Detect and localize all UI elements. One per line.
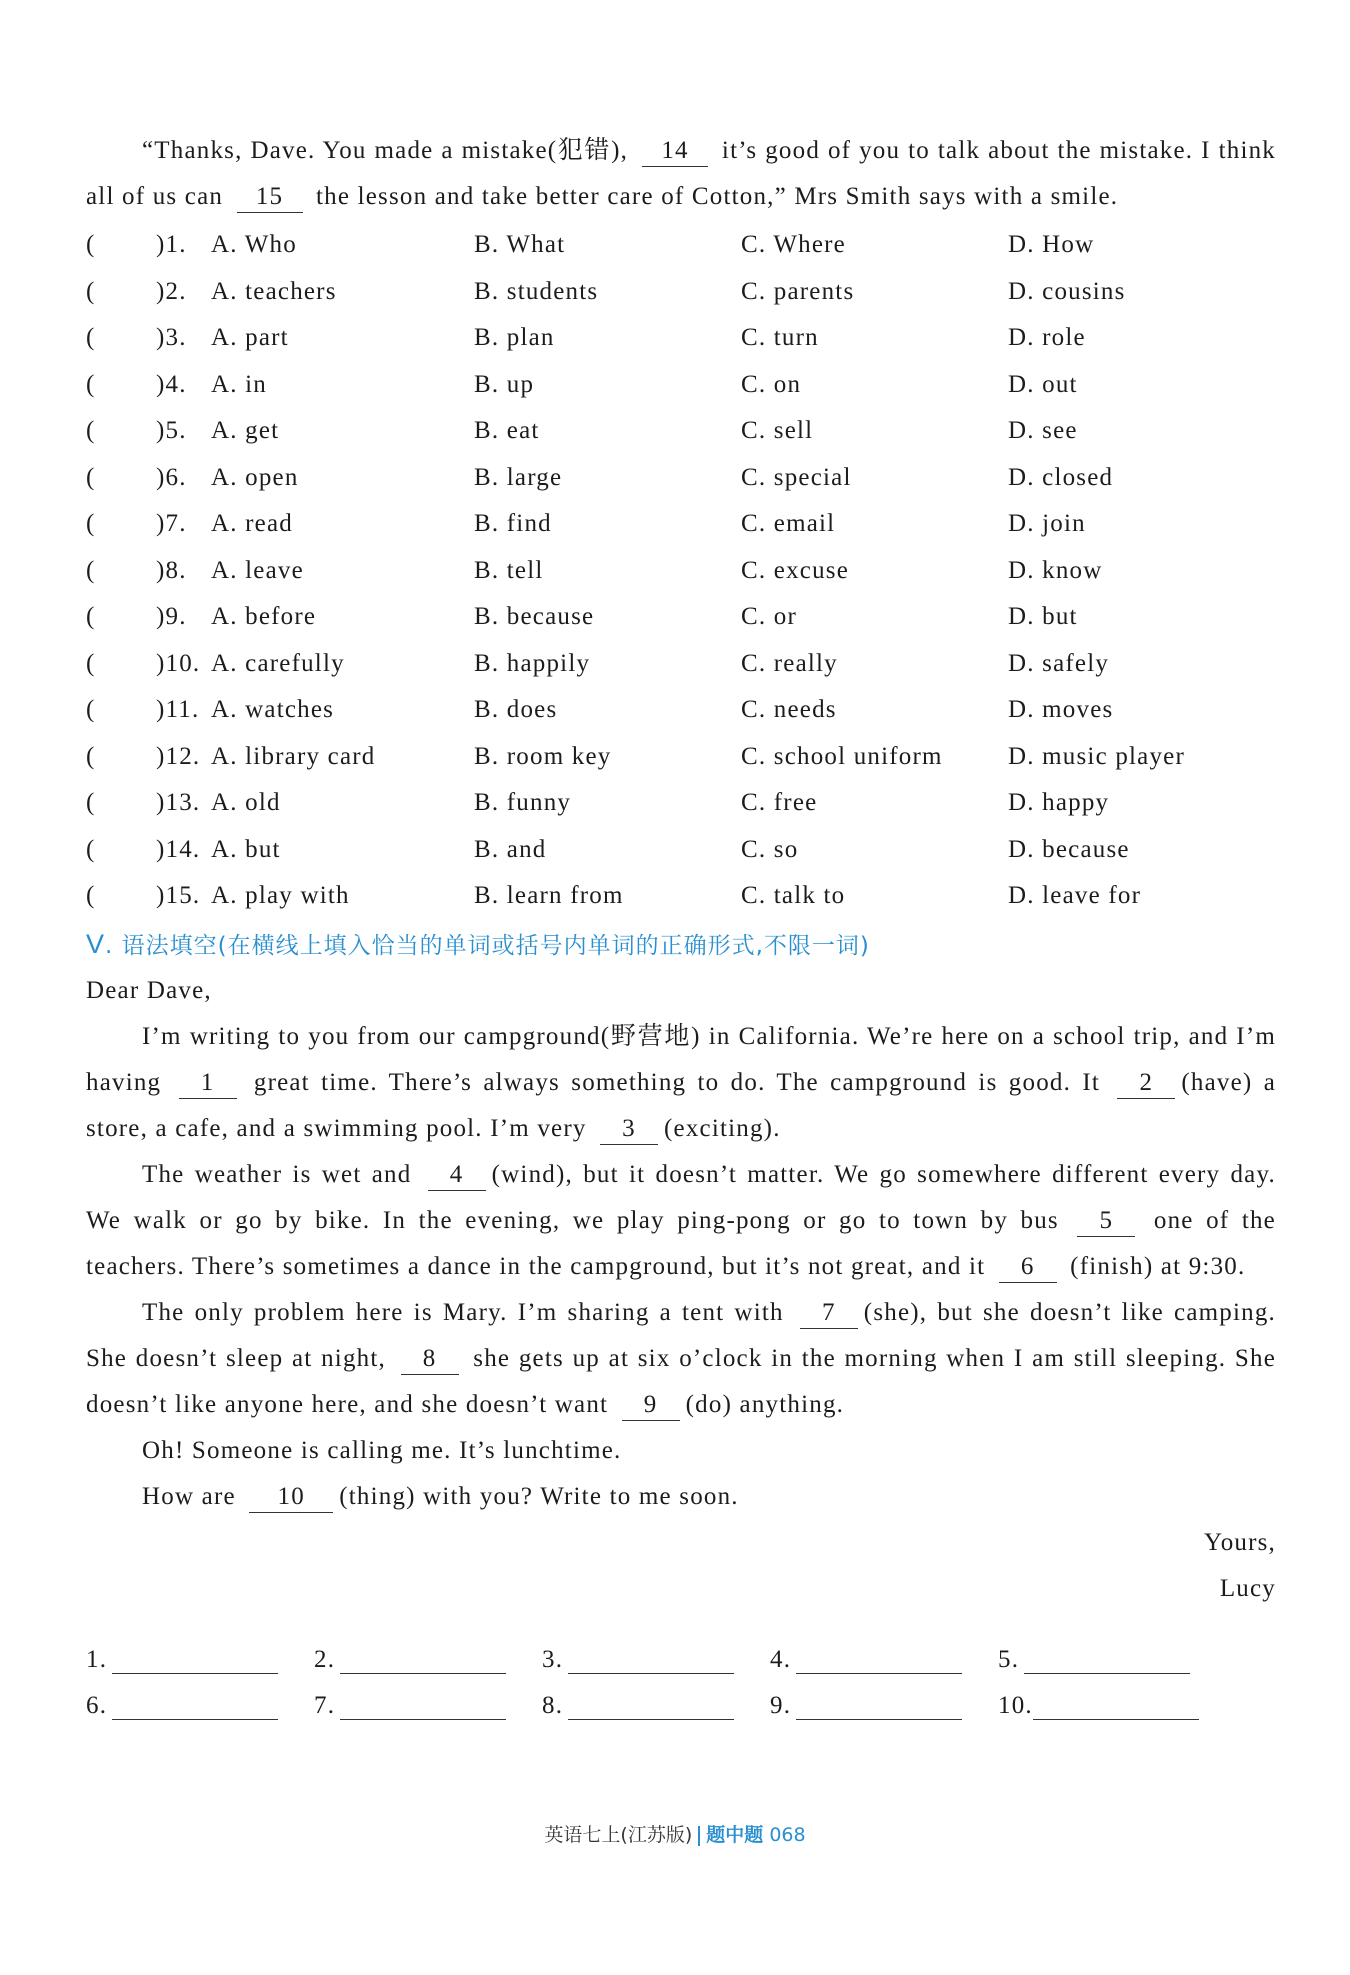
- option-d: D. role: [1008, 324, 1086, 352]
- passage-text: “Thanks, Dave. You made a mistake(犯错),: [142, 137, 637, 164]
- option-d: D. leave for: [1008, 882, 1142, 910]
- option-c: C. on: [741, 370, 802, 398]
- answer-number: 7.: [314, 1691, 336, 1719]
- answer-paren: (: [86, 324, 96, 352]
- option-d: D. see: [1008, 417, 1078, 445]
- answer-paren: (: [86, 835, 96, 863]
- option-b: B. plan: [474, 324, 555, 352]
- answer-cell: [314, 1646, 542, 1674]
- answer-paren: (: [86, 696, 96, 724]
- section-instruction: . 语法填空(在横线上填入恰当的单词或括号内单词的正确形式,不限一词): [105, 932, 870, 959]
- question-row: [86, 827, 1276, 874]
- option-a: A. library card: [211, 742, 376, 770]
- option-c: C. excuse: [741, 556, 849, 584]
- question-row: [86, 408, 1276, 455]
- question-row: [86, 548, 1276, 595]
- option-d: D. but: [1008, 603, 1078, 631]
- option-b: B. learn from: [474, 882, 624, 910]
- option-c: C. email: [741, 510, 836, 538]
- blank-4: 4: [428, 1160, 486, 1191]
- letter-text: The weather is wet and: [142, 1160, 422, 1188]
- question-number: )7.: [156, 510, 187, 538]
- option-c: C. special: [741, 463, 852, 491]
- answer-row: [86, 1628, 1276, 1674]
- question-number: )8.: [156, 556, 187, 584]
- option-d: D. safely: [1008, 649, 1110, 677]
- question-number: )3.: [156, 324, 187, 352]
- question-row: [86, 780, 1276, 827]
- footer-book-title: 英语七上(江苏版): [544, 1824, 693, 1846]
- question-row: [86, 222, 1276, 269]
- option-b: B. tell: [474, 556, 544, 584]
- option-a: A. read: [211, 510, 293, 538]
- answer-blank-line[interactable]: [340, 1647, 506, 1674]
- letter-text: (wind), but it doesn’t matter. We go somewhere different every day. We walk or go by bike. In the evening, we play ping-pong or go to town by bus: [86, 1160, 1276, 1234]
- option-a: A. carefully: [211, 649, 345, 677]
- question-row: [86, 315, 1276, 362]
- answer-cell: [998, 1646, 1226, 1674]
- answer-paren: (: [86, 649, 96, 677]
- letter-text: (exciting).: [664, 1114, 781, 1142]
- option-b: B. and: [474, 835, 547, 863]
- question-row: [86, 873, 1276, 920]
- option-b: B. room key: [474, 742, 612, 770]
- option-b: B. eat: [474, 417, 540, 445]
- question-row: [86, 641, 1276, 688]
- option-c: C. talk to: [741, 882, 846, 910]
- page-footer: [0, 1820, 1350, 1847]
- letter-paragraph-1: [86, 1014, 1276, 1152]
- letter-text: The only problem here is Mary. I’m sharing a tent with: [142, 1298, 794, 1326]
- answer-paren: (: [86, 370, 96, 398]
- blank-15: 15: [237, 182, 303, 213]
- answer-lines: [86, 1628, 1276, 1720]
- question-row: [86, 501, 1276, 548]
- option-a: A. teachers: [211, 277, 337, 305]
- answer-number: 4.: [770, 1645, 792, 1673]
- answer-blank-line[interactable]: [796, 1693, 962, 1720]
- answer-paren: (: [86, 882, 96, 910]
- option-a: A. open: [211, 463, 299, 491]
- answer-number: 5.: [998, 1645, 1020, 1673]
- question-number: )6.: [156, 463, 187, 491]
- page-number: 068: [769, 1824, 806, 1846]
- option-b: B. happily: [474, 649, 591, 677]
- question-row: [86, 269, 1276, 316]
- answer-blank-line[interactable]: [796, 1647, 962, 1674]
- question-row: [86, 594, 1276, 641]
- option-c: C. free: [741, 789, 818, 817]
- option-a: A. Who: [211, 231, 297, 259]
- answer-blank-line[interactable]: [112, 1647, 278, 1674]
- option-d: D. because: [1008, 835, 1130, 863]
- blank-8: 8: [401, 1344, 459, 1375]
- answer-cell: [542, 1646, 770, 1674]
- option-d: D. closed: [1008, 463, 1114, 491]
- question-number: )2.: [156, 277, 187, 305]
- blank-2: 2: [1117, 1068, 1175, 1099]
- letter-paragraph-2: [86, 1152, 1276, 1290]
- answer-cell: [314, 1692, 542, 1720]
- question-number: )4.: [156, 370, 187, 398]
- letter-text: (have) a store, a cafe, and a swimming pool. I’m very: [86, 1068, 1276, 1142]
- answer-cell: [86, 1692, 314, 1720]
- option-d: D. moves: [1008, 696, 1114, 724]
- question-number: )15.: [156, 882, 201, 910]
- question-number: )1.: [156, 231, 187, 259]
- question-number: )9.: [156, 603, 187, 631]
- letter-text: How are: [142, 1482, 244, 1510]
- passage-end-paragraph: [86, 128, 1276, 220]
- blank-3: 3: [600, 1114, 658, 1145]
- answer-paren: (: [86, 417, 96, 445]
- option-d: D. join: [1008, 510, 1086, 538]
- option-d: D. out: [1008, 370, 1078, 398]
- footer-brand: 题中题: [706, 1824, 764, 1846]
- answer-paren: (: [86, 603, 96, 631]
- answer-cell: [770, 1692, 998, 1720]
- answer-blank-line[interactable]: [568, 1693, 734, 1720]
- option-d: D. cousins: [1008, 277, 1126, 305]
- option-c: C. needs: [741, 696, 837, 724]
- answer-number: 8.: [542, 1691, 564, 1719]
- letter-text: (she), but she doesn’t like camping. She doesn’t sleep at night,: [86, 1298, 1276, 1372]
- answer-paren: (: [86, 277, 96, 305]
- answer-number: 2.: [314, 1645, 336, 1673]
- question-number: )10.: [156, 649, 201, 677]
- question-row: [86, 734, 1276, 781]
- passage-text: the lesson and take better care of Cotton,” Mrs Smith says with a smile.: [308, 183, 1119, 210]
- footer-divider: [698, 1826, 700, 1846]
- blank-1: 1: [179, 1068, 237, 1099]
- question-number: )5.: [156, 417, 187, 445]
- option-a: A. play with: [211, 882, 350, 910]
- letter-text: she gets up at six o’clock in the morning when I am still sleeping. She doesn’t like anyone here, and she doesn’t want: [86, 1344, 1276, 1418]
- option-b: B. funny: [474, 789, 572, 817]
- blank-7: 7: [800, 1298, 858, 1329]
- option-a: A. get: [211, 417, 280, 445]
- answer-cell: [998, 1692, 1226, 1720]
- option-d: D. happy: [1008, 789, 1110, 817]
- section-roman-numeral: V: [86, 928, 106, 959]
- passage-text: it’s good of you to talk about the mistake. I think all of us can: [86, 137, 1276, 210]
- question-number: )13.: [156, 789, 201, 817]
- option-a: A. before: [211, 603, 317, 631]
- option-c: C. so: [741, 835, 799, 863]
- option-c: C. parents: [741, 277, 855, 305]
- letter-paragraph-4: Oh! Someone is calling me. It’s lunchtime.: [142, 1436, 622, 1464]
- option-c: C. or: [741, 603, 797, 631]
- answer-row: [86, 1674, 1276, 1720]
- option-d: D. know: [1008, 556, 1103, 584]
- option-a: A. leave: [211, 556, 304, 584]
- option-b: B. because: [474, 603, 595, 631]
- option-c: C. Where: [741, 231, 846, 259]
- option-b: B. large: [474, 463, 563, 491]
- question-row: [86, 687, 1276, 734]
- option-a: A. in: [211, 370, 267, 398]
- letter-text: I’m writing to you from our campground(野营地) in California. We’re here on a school trip, and I’m having: [86, 1022, 1276, 1096]
- letter-signature: Lucy: [1219, 1574, 1276, 1602]
- option-b: B. What: [474, 231, 566, 259]
- answer-number: 3.: [542, 1645, 564, 1673]
- question-row: [86, 362, 1276, 409]
- answer-blank-line[interactable]: [1024, 1647, 1190, 1674]
- answer-number: 1.: [86, 1645, 108, 1673]
- letter-greeting: Dear Dave,: [86, 976, 212, 1004]
- option-c: C. turn: [741, 324, 819, 352]
- letter-paragraph-3: [86, 1290, 1276, 1428]
- worksheet-content: [86, 128, 1276, 1720]
- option-c: C. school uniform: [741, 742, 943, 770]
- letter-paragraph-5: [86, 1474, 1276, 1520]
- answer-paren: (: [86, 742, 96, 770]
- letter-text: great time. There’s always something to do. The campground is good. It: [242, 1068, 1112, 1096]
- letter-text: (do) anything.: [685, 1390, 845, 1418]
- question-number: )14.: [156, 835, 201, 863]
- answer-paren: (: [86, 556, 96, 584]
- option-a: A. but: [211, 835, 281, 863]
- question-row: [86, 455, 1276, 502]
- answer-cell: [770, 1646, 998, 1674]
- letter-text: (thing) with you? Write to me soon.: [339, 1482, 739, 1510]
- answer-paren: (: [86, 231, 96, 259]
- answer-paren: (: [86, 789, 96, 817]
- letter-closing: Yours,: [1203, 1528, 1276, 1556]
- answer-blank-line[interactable]: [1033, 1693, 1199, 1720]
- answer-number: 10.: [998, 1691, 1033, 1719]
- option-b: B. find: [474, 510, 552, 538]
- question-number: )11.: [156, 696, 200, 724]
- answer-cell: [86, 1646, 314, 1674]
- option-d: D. music player: [1008, 742, 1185, 770]
- letter-text: one of the teachers. There’s sometimes a dance in the campground, but it’s not great, and it: [86, 1206, 1276, 1280]
- answer-number: 6.: [86, 1691, 108, 1719]
- answer-blank-line[interactable]: [568, 1647, 734, 1674]
- option-c: C. sell: [741, 417, 814, 445]
- multiple-choice-options: [86, 222, 1276, 920]
- blank-14: 14: [642, 136, 708, 167]
- option-a: A. part: [211, 324, 289, 352]
- option-c: C. really: [741, 649, 838, 677]
- answer-blank-line[interactable]: [340, 1693, 506, 1720]
- answer-paren: (: [86, 510, 96, 538]
- letter-text: (finish) at 9:30.: [1062, 1252, 1246, 1280]
- blank-5: 5: [1077, 1206, 1135, 1237]
- option-a: A. old: [211, 789, 281, 817]
- question-number: )12.: [156, 742, 201, 770]
- blank-6: 6: [999, 1252, 1057, 1283]
- section-v-title: [86, 922, 1276, 968]
- blank-9: 9: [622, 1390, 680, 1421]
- option-b: B. up: [474, 370, 535, 398]
- answer-cell: [542, 1692, 770, 1720]
- answer-blank-line[interactable]: [112, 1693, 278, 1720]
- option-a: A. watches: [211, 696, 335, 724]
- option-d: D. How: [1008, 231, 1095, 259]
- option-b: B. does: [474, 696, 558, 724]
- answer-paren: (: [86, 463, 96, 491]
- answer-number: 9.: [770, 1691, 792, 1719]
- option-b: B. students: [474, 277, 599, 305]
- blank-10: 10: [249, 1482, 333, 1513]
